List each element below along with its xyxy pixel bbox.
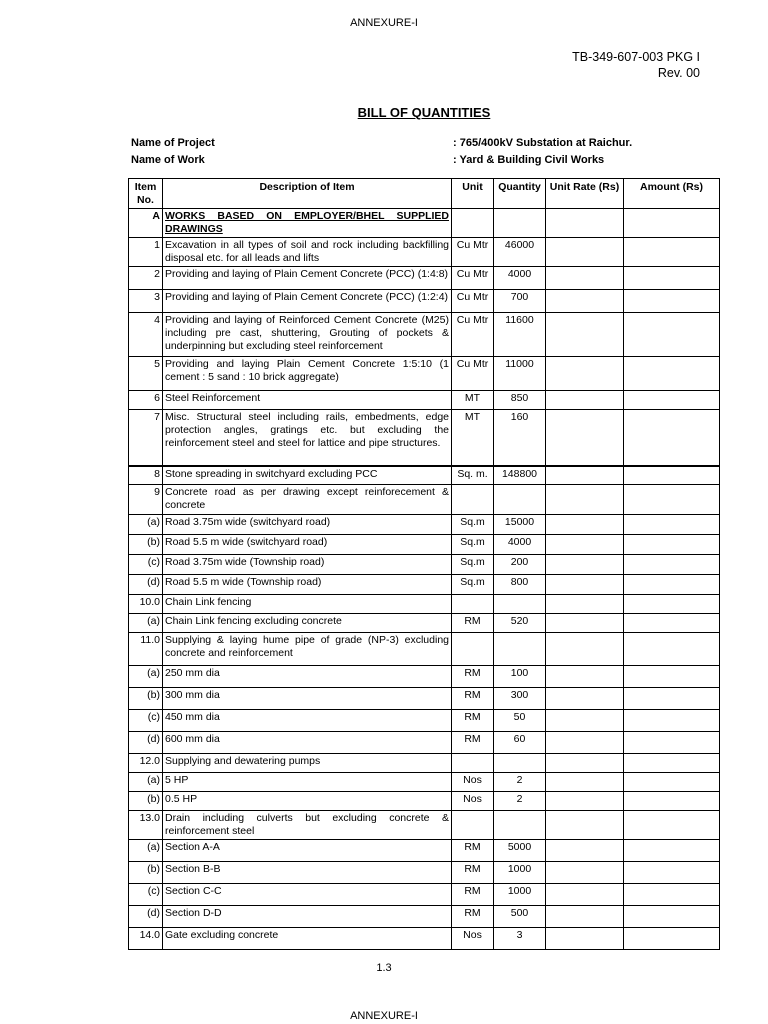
row-quantity (494, 485, 546, 515)
row-unit-rate (546, 773, 624, 792)
row-item-no: (a) (129, 666, 163, 688)
row-description: Gate excluding concrete (163, 928, 452, 950)
row-item-no: (d) (129, 575, 163, 595)
row-unit: RM (452, 688, 494, 710)
row-item-no: (a) (129, 773, 163, 792)
row-quantity: 1000 (494, 862, 546, 884)
row-description: 0.5 HP (163, 792, 452, 811)
row-item-no: A (129, 209, 163, 238)
table-row (129, 267, 720, 290)
row-unit-rate (546, 666, 624, 688)
row-amount (624, 357, 720, 391)
row-unit-rate (546, 410, 624, 466)
row-amount (624, 688, 720, 710)
row-unit-rate (546, 840, 624, 862)
row-amount (624, 862, 720, 884)
row-unit: Sq. m. (452, 466, 494, 485)
row-unit-rate (546, 710, 624, 732)
row-quantity: 300 (494, 688, 546, 710)
header-description: Description of Item (163, 179, 452, 209)
row-quantity: 2 (494, 792, 546, 811)
row-unit-rate (546, 884, 624, 906)
row-unit (452, 633, 494, 666)
row-unit: Sq.m (452, 575, 494, 595)
row-unit-rate (546, 313, 624, 357)
table-row (129, 209, 720, 238)
row-amount (624, 928, 720, 950)
row-unit-rate (546, 238, 624, 267)
row-description: Providing and laying of Plain Cement Concrete (PCC) (1:2:4) (163, 290, 452, 313)
table-row (129, 710, 720, 732)
row-quantity: 200 (494, 555, 546, 575)
table-row (129, 391, 720, 410)
bill-of-quantities-table (128, 178, 720, 950)
row-unit: MT (452, 410, 494, 466)
row-description: 300 mm dia (163, 688, 452, 710)
row-quantity: 800 (494, 575, 546, 595)
table-row (129, 773, 720, 792)
row-unit-rate (546, 792, 624, 811)
row-unit: Cu Mtr (452, 290, 494, 313)
row-description: Stone spreading in switchyard excluding PCC (163, 466, 452, 485)
header-unit: Unit (452, 179, 494, 209)
row-description: WORKS BASED ON EMPLOYER/BHEL SUPPLIED DRAWINGS (163, 209, 452, 238)
table-row (129, 840, 720, 862)
row-amount (624, 391, 720, 410)
row-unit-rate (546, 906, 624, 928)
row-description: Section D-D (163, 906, 452, 928)
row-unit: RM (452, 710, 494, 732)
row-unit (452, 485, 494, 515)
row-item-no: (c) (129, 555, 163, 575)
row-quantity: 4000 (494, 267, 546, 290)
table-row (129, 928, 720, 950)
row-item-no: (b) (129, 688, 163, 710)
row-description: Misc. Structural steel including rails, embedments, edge protection angles, gratings etc. but excluding the reinforcement steel and steel for lattice and pipe structures. (163, 410, 452, 466)
row-description: Supplying and dewatering pumps (163, 754, 452, 773)
row-item-no: 2 (129, 267, 163, 290)
row-unit-rate (546, 754, 624, 773)
row-quantity: 700 (494, 290, 546, 313)
table-row (129, 290, 720, 313)
row-quantity: 5000 (494, 840, 546, 862)
row-amount (624, 535, 720, 555)
row-description: Drain including culverts but excluding concrete & reinforcement steel (163, 811, 452, 840)
row-item-no: (c) (129, 710, 163, 732)
row-unit: Sq.m (452, 515, 494, 535)
row-unit: Sq.m (452, 555, 494, 575)
row-description: 600 mm dia (163, 732, 452, 754)
row-item-no: (c) (129, 884, 163, 906)
row-quantity: 1000 (494, 884, 546, 906)
row-amount (624, 410, 720, 466)
row-unit-rate (546, 811, 624, 840)
row-quantity: 15000 (494, 515, 546, 535)
row-description: Chain Link fencing excluding concrete (163, 614, 452, 633)
row-amount (624, 884, 720, 906)
table-row (129, 410, 720, 466)
row-quantity: 148800 (494, 466, 546, 485)
row-unit: Cu Mtr (452, 357, 494, 391)
row-description: Road 3.75m wide (switchyard road) (163, 515, 452, 535)
row-item-no: (b) (129, 862, 163, 884)
row-item-no: (d) (129, 732, 163, 754)
row-unit-rate (546, 391, 624, 410)
table-row (129, 811, 720, 840)
row-unit-rate (546, 209, 624, 238)
row-description: Providing and laying Plain Cement Concrete 1:5:10 (1 cement : 5 sand : 10 brick aggregate) (163, 357, 452, 391)
row-unit-rate (546, 555, 624, 575)
row-quantity: 4000 (494, 535, 546, 555)
row-unit-rate (546, 688, 624, 710)
row-unit (452, 209, 494, 238)
row-unit-rate (546, 595, 624, 614)
table-row (129, 485, 720, 515)
row-amount (624, 633, 720, 666)
row-item-no: 1 (129, 238, 163, 267)
row-description: 5 HP (163, 773, 452, 792)
table-row (129, 575, 720, 595)
table-row (129, 238, 720, 267)
table-row (129, 792, 720, 811)
row-quantity: 3 (494, 928, 546, 950)
row-item-no: (b) (129, 535, 163, 555)
table-row (129, 595, 720, 614)
row-unit: Nos (452, 792, 494, 811)
row-description: Section C-C (163, 884, 452, 906)
row-amount (624, 575, 720, 595)
row-unit-rate (546, 862, 624, 884)
row-unit: RM (452, 666, 494, 688)
row-unit: RM (452, 732, 494, 754)
row-amount (624, 710, 720, 732)
row-description: Concrete road as per drawing except reinforecement & concrete (163, 485, 452, 515)
row-unit: MT (452, 391, 494, 410)
row-unit-rate (546, 575, 624, 595)
row-quantity: 11600 (494, 313, 546, 357)
row-description: Road 5.5 m wide (Township road) (163, 575, 452, 595)
row-quantity: 100 (494, 666, 546, 688)
row-amount (624, 515, 720, 535)
row-item-no: 3 (129, 290, 163, 313)
row-amount (624, 614, 720, 633)
row-unit-rate (546, 267, 624, 290)
header-amount: Amount (Rs) (624, 179, 720, 209)
row-unit: Cu Mtr (452, 238, 494, 267)
row-unit-rate (546, 466, 624, 485)
row-amount (624, 840, 720, 862)
row-description: Section A-A (163, 840, 452, 862)
annexure-header: ANNEXURE-I (350, 17, 418, 29)
row-amount (624, 555, 720, 575)
row-item-no: 4 (129, 313, 163, 357)
row-item-no: (a) (129, 614, 163, 633)
page-number: 1.3 (376, 962, 392, 974)
header-unit-rate: Unit Rate (Rs) (546, 179, 624, 209)
table-row (129, 535, 720, 555)
row-unit-rate (546, 515, 624, 535)
row-quantity: 520 (494, 614, 546, 633)
row-quantity: 60 (494, 732, 546, 754)
table-row (129, 614, 720, 633)
page-title: BILL OF QUANTITIES (357, 105, 491, 120)
table-row (129, 555, 720, 575)
row-amount (624, 811, 720, 840)
row-quantity: 11000 (494, 357, 546, 391)
row-item-no: 13.0 (129, 811, 163, 840)
work-name-value: : Yard & Building Civil Works (453, 154, 605, 166)
row-item-no: (a) (129, 515, 163, 535)
row-description: Road 3.75m wide (Township road) (163, 555, 452, 575)
row-unit: RM (452, 840, 494, 862)
row-amount (624, 732, 720, 754)
row-amount (624, 209, 720, 238)
row-unit: Cu Mtr (452, 313, 494, 357)
row-unit: RM (452, 884, 494, 906)
row-item-no: 11.0 (129, 633, 163, 666)
row-quantity (494, 754, 546, 773)
table-header-row (129, 179, 720, 209)
table-row (129, 862, 720, 884)
work-name-label: Name of Work (131, 154, 205, 166)
row-unit-rate (546, 928, 624, 950)
row-item-no: (a) (129, 840, 163, 862)
project-name-label: Name of Project (131, 137, 215, 149)
row-amount (624, 313, 720, 357)
revision-number: Rev. 00 (657, 66, 700, 80)
table-row (129, 357, 720, 391)
row-description: Providing and laying of Reinforced Cement Concrete (M25) including pre cast, shuttering, Grouting of pockets & underpinning but excluding steel reinforcement (163, 313, 452, 357)
row-amount (624, 754, 720, 773)
row-quantity: 500 (494, 906, 546, 928)
row-description: Road 5.5 m wide (switchyard road) (163, 535, 452, 555)
row-unit: RM (452, 862, 494, 884)
row-amount (624, 485, 720, 515)
row-unit-rate (546, 290, 624, 313)
row-item-no: (b) (129, 792, 163, 811)
header-item-no: Item No. (129, 179, 163, 209)
table-row (129, 732, 720, 754)
row-description: Excavation in all types of soil and rock including backfilling disposal etc. for all leads and lifts (163, 238, 452, 267)
row-unit-rate (546, 357, 624, 391)
row-unit: Cu Mtr (452, 267, 494, 290)
table-row (129, 466, 720, 485)
table-row (129, 688, 720, 710)
row-unit-rate (546, 633, 624, 666)
project-name-value: : 765/400kV Substation at Raichur. (453, 137, 633, 149)
row-amount (624, 267, 720, 290)
header-quantity: Quantity (494, 179, 546, 209)
table-row (129, 633, 720, 666)
row-amount (624, 290, 720, 313)
row-amount (624, 792, 720, 811)
row-unit: Sq.m (452, 535, 494, 555)
table-row (129, 666, 720, 688)
row-item-no: 6 (129, 391, 163, 410)
row-quantity (494, 633, 546, 666)
table-row (129, 515, 720, 535)
table-row (129, 906, 720, 928)
table-row (129, 313, 720, 357)
row-description: Chain Link fencing (163, 595, 452, 614)
row-unit (452, 595, 494, 614)
row-description: Steel Reinforcement (163, 391, 452, 410)
row-description: 450 mm dia (163, 710, 452, 732)
row-quantity (494, 209, 546, 238)
row-unit: Nos (452, 773, 494, 792)
row-amount (624, 595, 720, 614)
row-unit-rate (546, 614, 624, 633)
row-item-no: 8 (129, 466, 163, 485)
row-quantity (494, 811, 546, 840)
row-amount (624, 906, 720, 928)
document-number: TB-349-607-003 PKG I (572, 50, 700, 64)
annexure-footer: ANNEXURE-I (350, 1010, 418, 1022)
row-quantity: 50 (494, 710, 546, 732)
row-unit: RM (452, 906, 494, 928)
row-unit-rate (546, 485, 624, 515)
row-amount (624, 238, 720, 267)
row-quantity: 2 (494, 773, 546, 792)
row-quantity: 160 (494, 410, 546, 466)
row-item-no: 14.0 (129, 928, 163, 950)
row-quantity (494, 595, 546, 614)
table-row (129, 884, 720, 906)
row-amount (624, 466, 720, 485)
row-quantity: 46000 (494, 238, 546, 267)
row-item-no: 5 (129, 357, 163, 391)
row-quantity: 850 (494, 391, 546, 410)
row-item-no: 10.0 (129, 595, 163, 614)
row-item-no: 7 (129, 410, 163, 466)
document-reference (572, 49, 700, 81)
row-item-no: (d) (129, 906, 163, 928)
row-amount (624, 773, 720, 792)
row-item-no: 12.0 (129, 754, 163, 773)
row-description: Section B-B (163, 862, 452, 884)
row-description: Providing and laying of Plain Cement Concrete (PCC) (1:4:8) (163, 267, 452, 290)
row-description: Supplying & laying hume pipe of grade (NP-3) excluding concrete and reinforcement (163, 633, 452, 666)
row-unit (452, 754, 494, 773)
table-row (129, 754, 720, 773)
row-unit (452, 811, 494, 840)
row-unit-rate (546, 535, 624, 555)
row-item-no: 9 (129, 485, 163, 515)
row-amount (624, 666, 720, 688)
row-unit: Nos (452, 928, 494, 950)
row-description: 250 mm dia (163, 666, 452, 688)
row-unit: RM (452, 614, 494, 633)
row-unit-rate (546, 732, 624, 754)
